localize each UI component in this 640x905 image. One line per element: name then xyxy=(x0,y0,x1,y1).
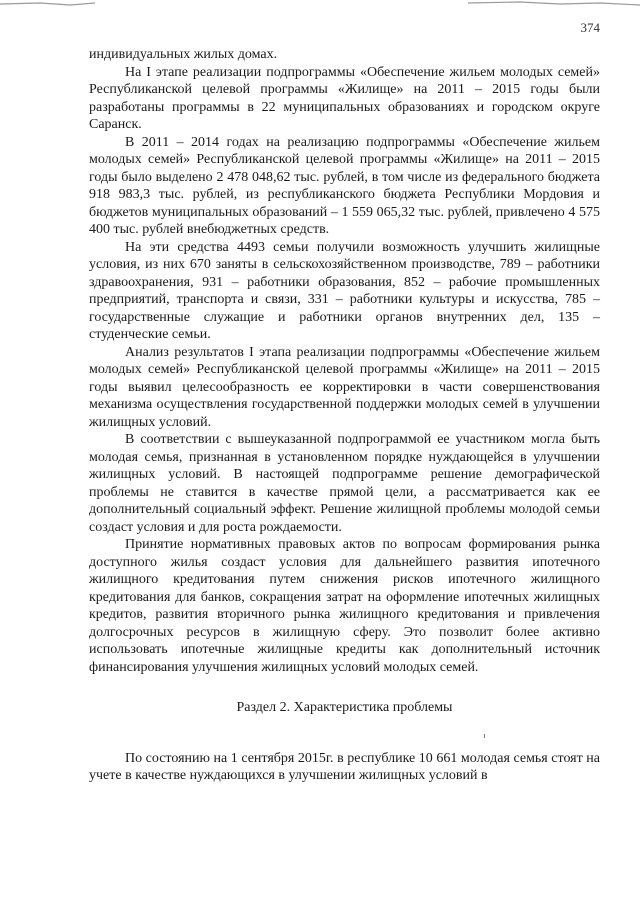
scan-edge-artifact xyxy=(0,0,640,12)
paragraph-analysis: Анализ результатов I этапа реализации подпрограммы «Обеспечение жильем молодых семей» Республиканской целевой программы «Жилище» на 2011 – 2015 годы выявил целесообразность ее корректировки в части совершенствования механизма осуществления государственной поддержки молодых семей в улучшении жилищных условий. xyxy=(89,344,600,430)
paragraph-families-improved: На эти средства 4493 семьи получили возможность улучшить жилищные условия, из них 670 заняты в сельскохозяйственном производстве, 789 – работники здравоохранения, 931 – работники образования, 852 – рабочие промышленных предприятий, транспорта и связи, 331 – работники культуры и искусства, 785 – государственные служащие и работники органов внутренних дел, 135 – студенческие семьи. xyxy=(89,239,600,342)
paragraph-participants: В соответствии с вышеуказанной подпрограммой ее участником могла быть молодая семья, признанная в установленном порядке нуждающейся в улучшении жилищных условий. В настоящей подпрограмме решение демографической проблемы не ставится в качестве прямой цели, а рассматривается как ее дополнительный социальный эффект. Решение жилищной проблемы молодой семьи создаст условия и для роста рождаемости. xyxy=(89,432,600,535)
section-heading: Раздел 2. Характеристика проблемы xyxy=(236,700,453,715)
paragraph-continuation: индивидуальных жилых домах. xyxy=(89,47,278,62)
page-number: 374 xyxy=(580,20,600,35)
paragraph-stage-one-programs: На I этапе реализации подпрограммы «Обеспечение жильем молодых семей» Республиканской целевой программы «Жилище» на 2011 – 2015 годы были разработаны программы в 22 муниципальных образованиях и городском округе Саранск. xyxy=(89,64,600,132)
paragraph-current-status: По состоянию на 1 сентября 2015г. в республике 10 661 молодая семья стоят на учете в качестве нуждающихся в улучшении жилищных условий в xyxy=(89,750,600,783)
document-body xyxy=(89,46,600,785)
paragraph-funding: В 2011 – 2014 годах на реализацию подпрограммы «Обеспечение жильем молодых семей» Республиканской целевой программы «Жилище» на 2011 – 2015 годы было выделено 2 478 048,62 тыс. рублей, в том числе из федерального бюджета 918 983,3 тыс. рублей, из республиканского бюджета Республики Мордовия и бюджетов муниципальных образований – 1 559 065,32 тыс. рублей, привлечено 4 575 400 тыс. рублей внебюджетных средств. xyxy=(89,134,600,237)
paragraph-mortgage: Принятие нормативных правовых актов по вопросам формирования рынка доступного жилья создаст условия для дальнейшего развития ипотечного жилищного кредитования путем снижения рисков ипотечного жилищного кредитования для банков, сокращения затрат на оформление ипотечных жилищных кредитов, развития вторичного рынка жилищного кредитования и привлечения долгосрочных ресурсов в жилищную сферу. Это позволит более активно использовать ипотечные жилищные кредиты как дополнительный источник финансирования улучшения жилищных условий молодых семей. xyxy=(89,537,600,675)
scan-speck xyxy=(484,734,485,738)
